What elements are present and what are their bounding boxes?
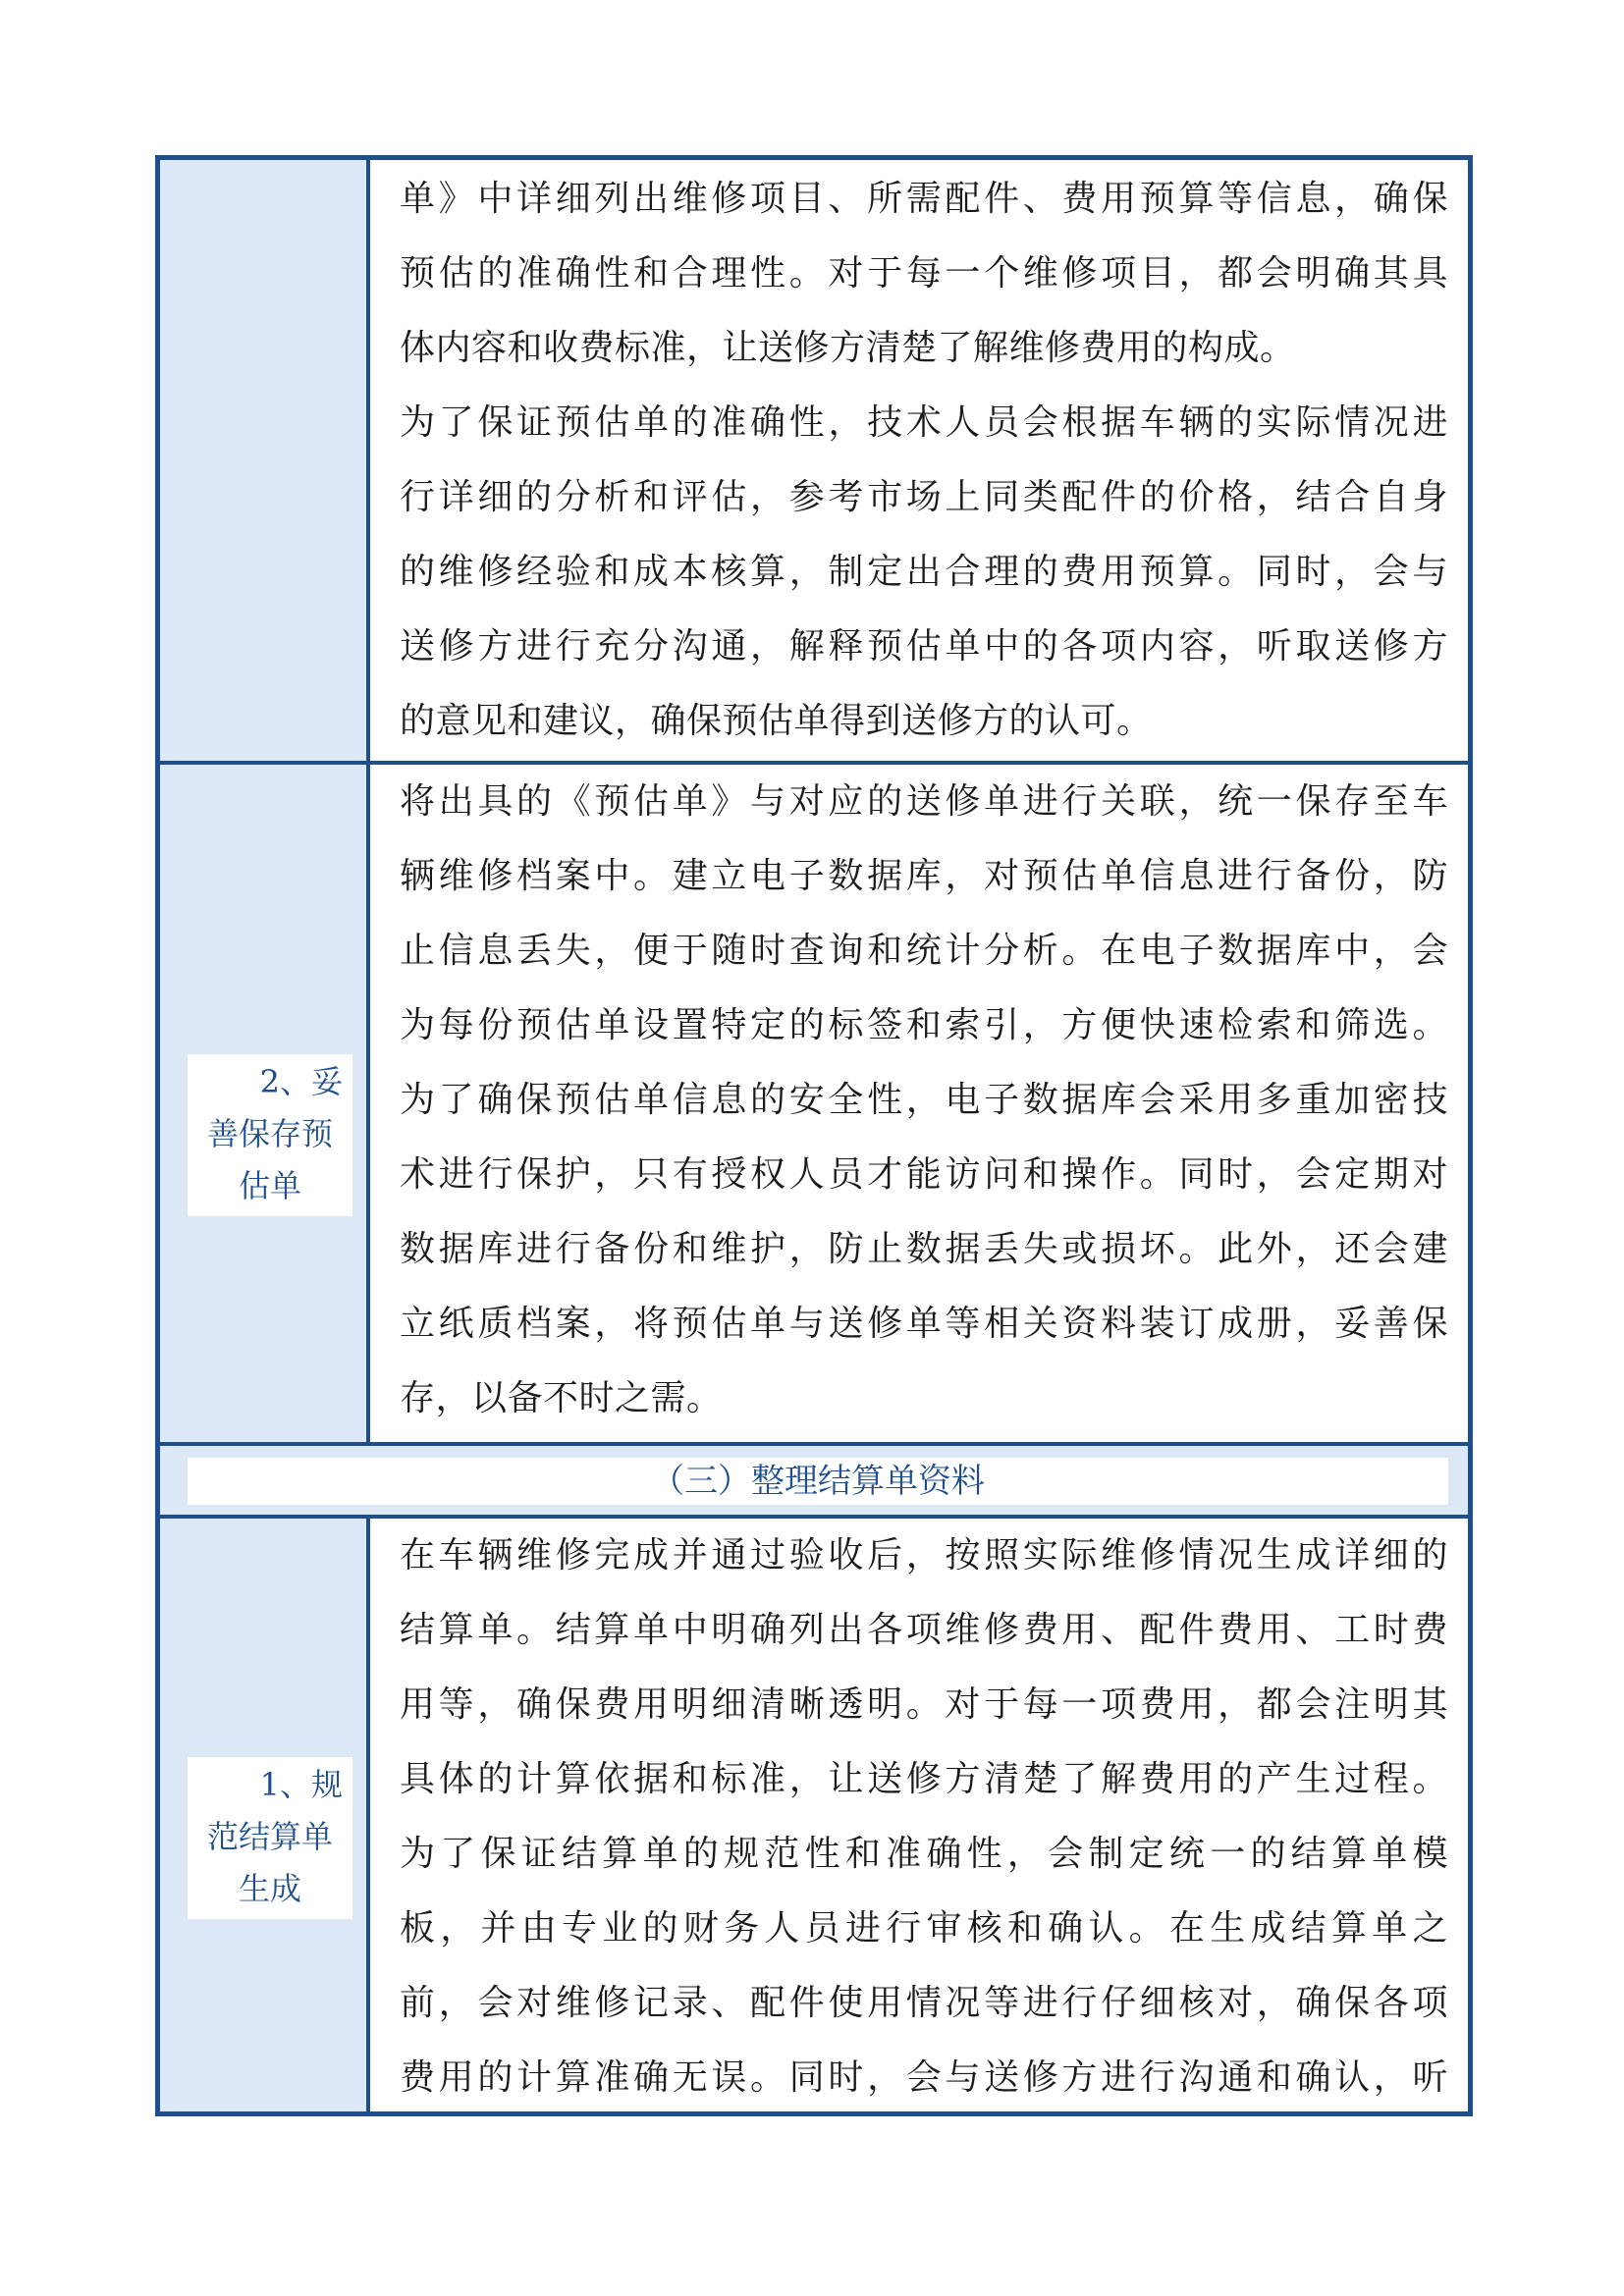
content-line: 数据库进行备份和维护，防止数据丢失或损坏。此外，还会建: [400, 1229, 1448, 1269]
row-label: [188, 1757, 352, 1919]
row-label-cell: [160, 1519, 370, 2111]
content-line: 为了保证结算单的规范性和准确性，会制定统一的结算单模: [400, 1834, 1448, 1874]
row-label-line: 范结算单: [206, 1818, 333, 1855]
content-line: 前，会对维修记录、配件使用情况等进行仔细核对，确保各项: [400, 1983, 1448, 2023]
section-heading-row: [160, 1446, 1468, 1519]
row-content-cell: [370, 765, 1468, 1442]
content-line: 板，并由专业的财务人员进行审核和确认。在生成结算单之: [400, 1908, 1448, 1949]
table-row-settlement-generation: [160, 1519, 1468, 2111]
content-line: 的意见和建议，确保预估单得到送修方的认可。: [400, 701, 1153, 741]
content-line: 辆维修档案中。建立电子数据库，对预估单信息进行备份，防: [400, 856, 1448, 896]
row-label-line: 生成: [238, 1870, 301, 1907]
table-row-estimate-continued: [160, 160, 1468, 765]
document-table: [155, 155, 1473, 2116]
content-line: 预估的准确性和合理性。对于每一个维修项目，都会明确其具: [400, 253, 1448, 294]
row-label-line: 1、规: [259, 1766, 343, 1803]
content-line: 的维修经验和成本核算，制定出合理的费用预算。同时，会与: [400, 552, 1448, 592]
content-line: 为每份预估单设置特定的标签和索引，方便快速检索和筛选。: [400, 1005, 1448, 1045]
table-row-save-estimate: [160, 765, 1468, 1446]
row-content-cell: [370, 1519, 1468, 2111]
content-line: 将出具的《预估单》与对应的送修单进行关联，统一保存至车: [400, 781, 1448, 822]
row-label: [188, 1054, 352, 1216]
content-line: 具体的计算依据和标准，让送修方清楚了解费用的产生过程。: [400, 1759, 1448, 1799]
row-label-line: 估单: [238, 1167, 301, 1204]
row-label-line: 2、妥: [259, 1063, 343, 1100]
content-line: 存，以备不时之需。: [400, 1378, 723, 1418]
content-line: 单》中详细列出维修项目、所需配件、费用预算等信息，确保: [400, 179, 1448, 219]
content-line: 在车辆维修完成并通过验收后，按照实际维修情况生成详细的: [400, 1535, 1448, 1575]
row-label-line: 善保存预: [206, 1115, 333, 1152]
content-line: 费用的计算准确无误。同时，会与送修方进行沟通和确认，听: [400, 2057, 1448, 2098]
content-line: 结算单。结算单中明确列出各项维修费用、配件费用、工时费: [400, 1610, 1448, 1650]
content-line: 用等，确保费用明细清晰透明。对于每一项费用，都会注明其: [400, 1684, 1448, 1725]
section-title: （三）整理结算单资料: [188, 1458, 1448, 1505]
row-label-cell: [160, 160, 370, 761]
content-line: 术进行保护，只有授权人员才能访问和操作。同时，会定期对: [400, 1154, 1448, 1195]
content-line: 体内容和收费标准，让送修方清楚了解维修费用的构成。: [400, 328, 1296, 368]
row-content-cell: [370, 160, 1468, 761]
content-line: 止信息丢失，便于随时查询和统计分析。在电子数据库中，会: [400, 931, 1448, 971]
content-line: 立纸质档案，将预估单与送修单等相关资料装订成册，妥善保: [400, 1304, 1448, 1344]
content-line: 送修方进行充分沟通，解释预估单中的各项内容，听取送修方: [400, 626, 1448, 667]
row-label-cell: [160, 765, 370, 1442]
content-line: 为了保证预估单的准确性，技术人员会根据车辆的实际情况进: [400, 402, 1448, 443]
content-line: 为了确保预估单信息的安全性，电子数据库会采用多重加密技: [400, 1080, 1448, 1120]
content-line: 行详细的分析和评估，参考市场上同类配件的价格，结合自身: [400, 477, 1448, 517]
